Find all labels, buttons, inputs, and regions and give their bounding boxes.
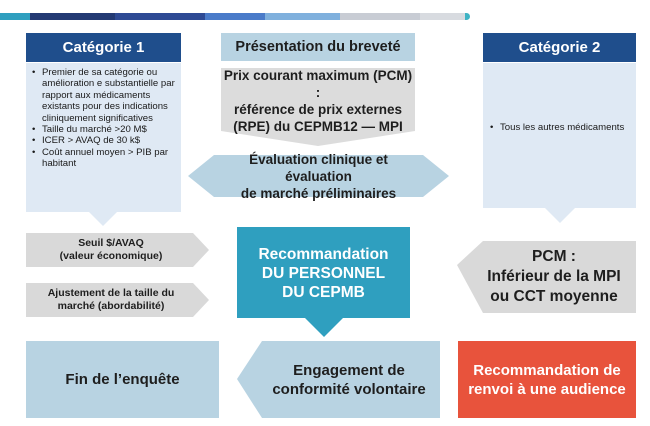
- category2-bullet: • Tous les autres médicaments: [488, 122, 628, 133]
- category1-title: Catégorie 1: [62, 39, 145, 56]
- recommendation-label: Recommandation DU PERSONNEL DU CEPMB: [258, 245, 389, 301]
- category1-bullet: • Premier de sa catégorie ou amélioration e substantielle par rapport aux médicaments existants pour des indications cliniquement significatives: [30, 67, 177, 124]
- right-pcm-label: PCM : Inférieur de la MPI ou CCT moyenne: [487, 248, 621, 305]
- category2-header: [483, 33, 636, 62]
- end-label: Fin de l’enquête: [65, 371, 180, 388]
- category1-bullets: [30, 67, 177, 170]
- presentation-label: Présentation du breveté: [235, 39, 401, 55]
- adjustment-label: Ajustement de la taille du marché (abordabilité): [47, 287, 175, 312]
- evaluation-label: Évaluation clinique et évaluation de marché préliminaires: [240, 151, 397, 201]
- category1-header: [26, 33, 181, 62]
- category2-panel: [483, 63, 636, 223]
- category1-bullet: • Taille du marché >20 M$: [30, 124, 177, 135]
- threshold-label: Seuil $/AVAQ (valeur économique): [59, 237, 163, 262]
- pcm-rpe-label: Prix courant maximum (PCM) : référence de prix externes (RPE) du CEPMB12 — MPI: [223, 68, 413, 134]
- category2-title: Catégorie 2: [518, 39, 601, 56]
- compliance-label: Engagement de conformité volontaire: [272, 361, 426, 398]
- category1-bullet: • ICER > AVAQ de 30 k$: [30, 135, 177, 146]
- referral-label: Recommandation de renvoi à une audience: [468, 361, 626, 398]
- category1-bullet: • Coût annuel moyen > PIB par habitant: [30, 147, 177, 170]
- category2-bullets: [488, 122, 628, 133]
